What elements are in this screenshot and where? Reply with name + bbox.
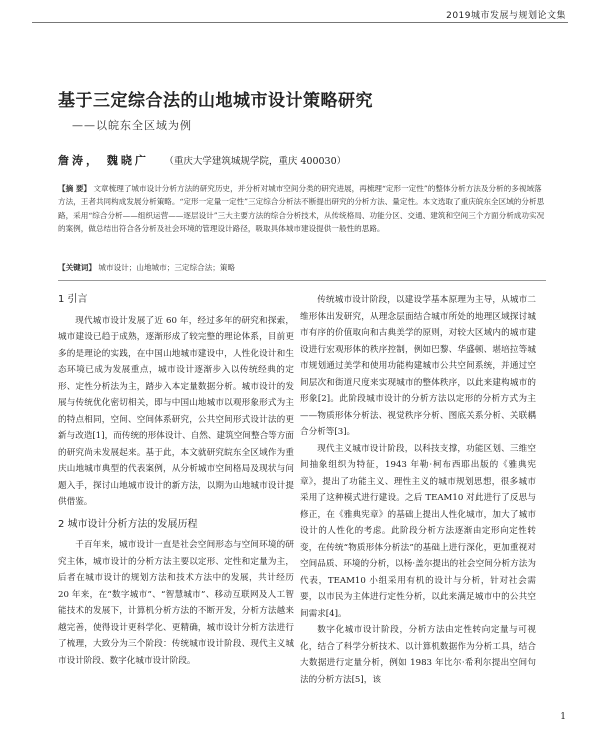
section-heading-history: 2 城市设计分析方法的发展历程 bbox=[58, 518, 198, 530]
abstract bbox=[58, 182, 546, 236]
header-rule bbox=[32, 22, 568, 23]
section-heading-intro: 1 引言 bbox=[58, 294, 88, 305]
left-column bbox=[58, 292, 294, 669]
body-paragraph: 传统城市设计阶段，以建设学基本原理为主导，从城市二维形体出发研究，从理念层面结合城市所处的地理区域探讨城市有序的价值取向和古典美学的原则，对较大区域内的城市建设进行宏观形体的秩序控制，例如巴黎、华盛顿、堪培拉等城市规划通过美学和使用功能构建城市公共空间系统，并通过空间层次和街道尺度来实现城市的整体秩序，以此来建构城市的形象[2]。此阶段城市设计的分析方法以定形的分析方式为主——物质形体分析法、视觉秩序分析、图底关系分析、关联耦合分析等[3]。 bbox=[300, 295, 536, 437]
keywords bbox=[58, 262, 546, 273]
abstract-text: 文章梳理了城市设计分析方法的研究历史，并分析对城市空间分类的研究进展，再梳理“定形一定性”的整体分析方法及分析的多视域落方法，王者共同构成发展分析策略。“定形一定量一定性”三定综合分析法不断提出研究的分析方法、量定性。本文选取了重庆皖东全区域的分析思路，采用“综合分析——组织运营——逐层设计”三大主要方法的综合分析技术，从传统格局、功能分区、交通、建筑和空间三个方面分析成功实况的案例，做总结出符合各分析及社会环境的管理设计路径，吸取具体城市建设提供一般性的思路。 bbox=[58, 184, 545, 234]
keywords-text: 城市设计；山地城市；三定综合法；策略 bbox=[98, 263, 236, 272]
right-column bbox=[300, 292, 536, 688]
author-affiliation: （重庆大学建筑城规学院，重庆 400030） bbox=[164, 156, 347, 167]
intro-paragraph: 现代城市设计发展了近 60 年，经过多年的研究和探索，城市建设已趋于成熟，逐渐形成了较完整的理论体系，目前更多的是理论的实践，在中国山地城市建设中，人性化设计和生态环境已成为发展重点，城市设计逐渐步入以传统经典的定形、定性分析法为主，踏步入本定量数据分析。城市设计的发展与传统优化密切相关，即与中国山地城市以观形象形式为主的特点相同，空间、空间体系研究，公共空间形式设计法的更新与改造[1]，而传统的形体设计、自然、建筑空间整合等方面的研究尚未发展起来。基于此，本文就研究皖东全区域作为重庆山地城市典型的代表案例，从分析城市空间格局及现状与问题入手，探讨山地城市设计的新方法，以期为山地城市设计提供借鉴。 bbox=[58, 315, 294, 507]
page-number: 1 bbox=[560, 712, 566, 722]
authors-line bbox=[58, 152, 346, 168]
section-divider bbox=[58, 280, 546, 281]
running-header: 2019城市发展与规划论文集 bbox=[446, 11, 566, 21]
keywords-label: 【关键词】 bbox=[58, 263, 96, 272]
author-names: 詹涛， 魏晓广 bbox=[58, 154, 149, 167]
body-paragraph: 现代主义城市设计阶段，以科技支撑，功能区划、三维空间抽象组织为特征，1943 年勒·柯布西耶出版的《雅典宪章》，提出了功能主义、理性主义的城市规划思想，很多城市采用了这种模式进行建设。之后 TEAM10 对此进行了反思与修正，在《雅典宪章》的基础上提出人性化城市，加大了城市设计的人性化的考虑。此阶段分析方法逐渐由定形向定性转变，在传统“物质形体分析法”的基础上进行深化，更加重视对空间品质、环境的分析，以杨·盖尔提出的社会空间分析方法为代表，TEAM10 小组采用有机的设计与分析，针对社会需要，以市民为主体进行定性分析，以此来满足城市中的公共空间需求[4]。 bbox=[300, 443, 536, 619]
paper-title: 基于三定综合法的山地城市设计策略研究 bbox=[58, 91, 373, 111]
paper-subtitle: ——以皖东全区域为例 bbox=[72, 119, 192, 132]
history-paragraph: 千百年来，城市设计一直是社会空间形态与空间环境的研究主体，城市设计的分析方法主要以定形、定性和定量为主，后者在城市设计的规划方法和技术方法中的发展，共计经历 20 年来，在“数字城市”、“智慧城市”、移动互联网及人工智能技术的发展下，计算机分析方法的不断开发，分析方法越来越完善，使得设计更科学化、更精确，城市设计分析方法进行了梳理，大致分为三个阶段：传统城市设计阶段、现代主义城市设计阶段、数字化城市设计阶段。 bbox=[58, 540, 294, 666]
abstract-label: 【摘 要】 bbox=[58, 184, 92, 193]
body-paragraph: 数字化城市设计阶段，分析方法由定性转向定量与可视化，结合了科学分析技术、以计算机数据作为分析工具，结合大数据进行定量分析，例如 1983 年比尔·希利尔提出空间句法的分析方法[5]，该 bbox=[300, 625, 536, 685]
